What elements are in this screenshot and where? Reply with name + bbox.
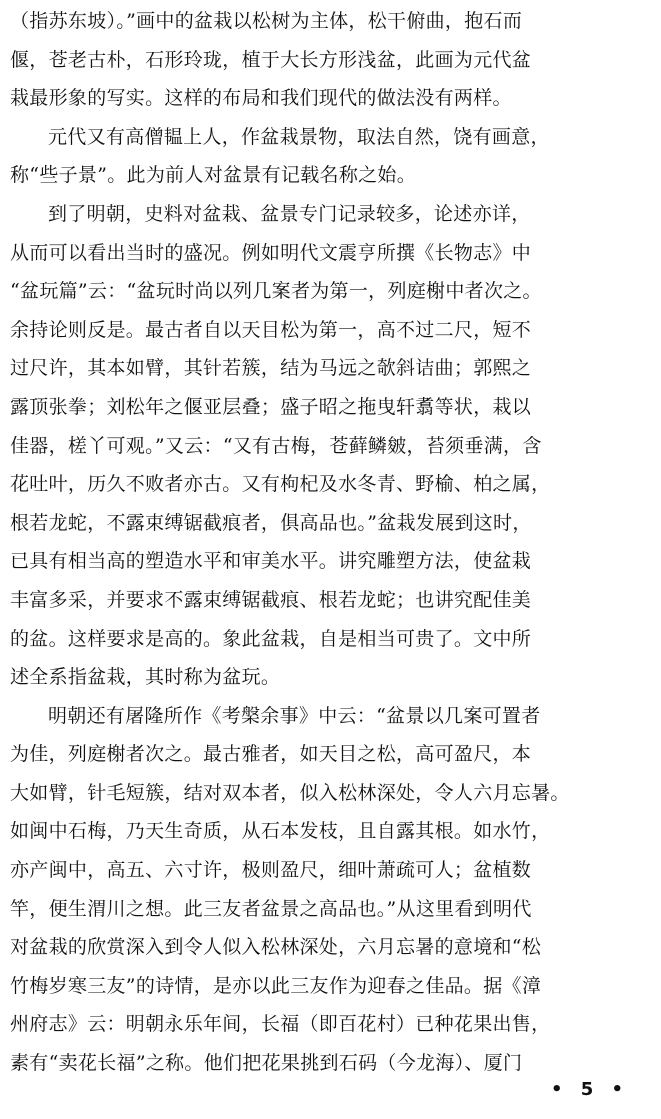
text-line: 露顶张拳；刘松年之偃亚层叠；盛子昭之拖曳轩翥等状，栽以 bbox=[10, 395, 532, 418]
text-line: 栽最形象的写实。这样的布局和我们现代的做法没有两样。 bbox=[10, 87, 512, 110]
text-line: 竹梅岁寒三友”的诗情，是亦以此三友作为迎春之佳品。据《漳 bbox=[10, 974, 542, 997]
text-line: 亦产闽中，高五、六寸许，极则盈尺，细叶萧疏可人；盆植数 bbox=[10, 859, 532, 882]
text-line: 过尺许，其本如臂，其针若簇，结为马远之欹斜诘曲；郭熙之 bbox=[10, 357, 532, 380]
text-line: 述全系指盆栽，其时称为盆玩。 bbox=[10, 666, 281, 689]
page-number: • 5 • bbox=[550, 1079, 630, 1100]
text-line: 佳器，槎丫可观。”又云：“又有古梅，苍藓鳞皴，苔须垂满，含 bbox=[10, 434, 542, 457]
text-line: 丰富多采，并要求不露束缚锯截痕、根若龙蛇；也讲究配佳美 bbox=[10, 588, 532, 611]
text-line: 到了明朝，史料对盆栽、盆景专门记录较多，论述亦详， bbox=[48, 202, 531, 225]
text-line: 已具有相当高的塑造水平和审美水平。讲究雕塑方法，使盆栽 bbox=[10, 550, 532, 573]
text-line: 根若龙蛇，不露束缚锯截痕者，俱高品也。”盆栽发展到这时， bbox=[10, 511, 532, 534]
text-line: 对盆栽的欣赏深入到令人似入松林深处，六月忘暑的意境和“松 bbox=[10, 936, 542, 959]
text-line: 明朝还有屠隆所作《考槃余事》中云：“盆景以几案可置者 bbox=[48, 704, 541, 727]
text-line: 称“些子景”。此为前人对盆景有记载名称之始。 bbox=[10, 164, 417, 187]
text-line: 的盆。这样要求是高的。象此盆栽，自是相当可贵了。文中所 bbox=[10, 627, 532, 650]
text-line: “盆玩篇”云：“盆玩时尚以列几案者为第一，列庭榭中者次之。 bbox=[10, 280, 542, 303]
text-line: 余持论则反是。最古者自以天目松为第一，高不过二尺，短不 bbox=[10, 318, 532, 341]
text-line: 元代又有高僧韫上人，作盆栽景物，取法自然，饶有画意， bbox=[48, 125, 550, 148]
text-line: 花吐叶，历久不败者亦古。又有枸杞及水冬青、野榆、柏之属， bbox=[10, 473, 551, 496]
text-line: （指苏东坡）。”画中的盆栽以松树为主体，松干俯曲，抱石而 bbox=[10, 10, 523, 32]
text-line: 从而可以看出当时的盛况。例如明代文震亨所撰《长物志》中 bbox=[10, 241, 532, 264]
text-line: 偃，苍老古朴，石形玲珑，植于大长方形浅盆，此画为元代盆 bbox=[10, 48, 532, 71]
text-line: 州府志》云：明朝永乐年间，长福（即百花村）已种花果出售， bbox=[10, 1013, 551, 1036]
text-line: 竿，便生渭川之想。此三友者盆景之高品也。”从这里看到明代 bbox=[10, 897, 532, 920]
text-line: 如闽中石梅，乃天生奇质，从石本发枝，且自露其根。如水竹， bbox=[10, 820, 551, 843]
body-text bbox=[10, 2, 651, 1083]
text-line: 素有“卖花长福”之称。他们把花果挑到石码（今龙海）、厦门 bbox=[10, 1052, 523, 1075]
text-line: 为佳，列庭榭者次之。最古雅者，如天目之松，高可盈尺，本 bbox=[10, 743, 532, 766]
text-line: 大如臂，针毛短簇，结对双本者，似入松林深处，令人六月忘暑。 bbox=[10, 781, 570, 804]
